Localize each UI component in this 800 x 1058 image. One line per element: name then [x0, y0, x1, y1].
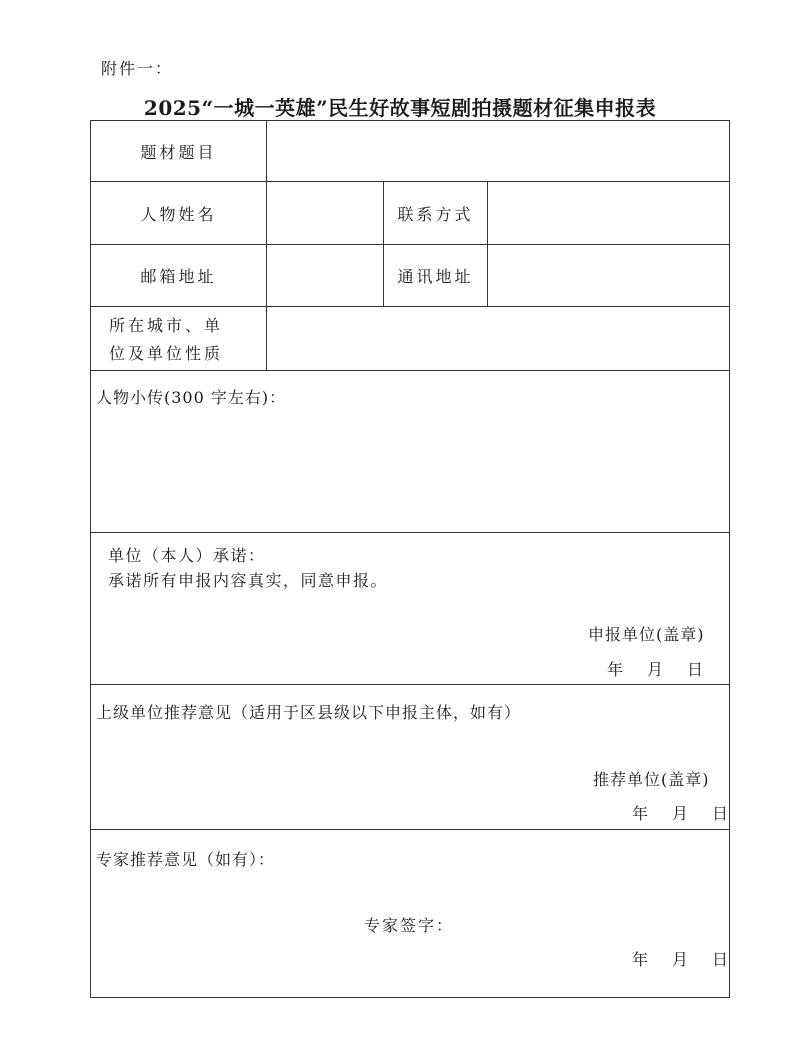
superior-date-label: 年 月 日: [632, 804, 733, 823]
contact-label: 联系方式: [397, 204, 474, 224]
superior-seal-label: 推荐单位(盖章): [593, 770, 710, 789]
row-divider: [91, 370, 729, 371]
name-label: 人物姓名: [140, 204, 217, 224]
bio-label: 人物小传(300 字左右)：: [96, 388, 287, 407]
address-label: 通讯地址: [397, 267, 474, 286]
promise-label: 单位（本人）承诺：: [108, 546, 266, 565]
topic-label: 题材题目: [140, 142, 217, 162]
unit-field[interactable]: [267, 307, 729, 370]
form-title: 2025“一城一英雄”民生好故事短剧拍摄题材征集申报表: [143, 96, 657, 120]
row-divider: [91, 532, 729, 533]
superior-label: 上级单位推荐意见（适用于区县级以下申报主体，如有）: [96, 703, 522, 722]
unit-label-line1: 所在城市、单: [109, 316, 224, 335]
email-field[interactable]: [267, 245, 383, 306]
expert-date-label: 年 月 日: [632, 950, 733, 969]
name-field[interactable]: [267, 182, 383, 244]
row-divider: [91, 684, 729, 685]
bio-field[interactable]: [92, 411, 728, 531]
expert-signature-label: 专家签字：: [364, 916, 455, 935]
row-divider: [91, 829, 729, 830]
unit-label-line2: 位及单位性质: [109, 344, 224, 363]
address-field[interactable]: [488, 245, 729, 306]
topic-field[interactable]: [267, 121, 729, 181]
email-label: 邮箱地址: [140, 267, 217, 286]
attachment-label: 附件一：: [101, 59, 174, 78]
contact-field[interactable]: [488, 182, 729, 244]
application-form-table: [90, 120, 733, 998]
expert-label: 专家推荐意见（如有）：: [96, 850, 276, 869]
promise-seal-label: 申报单位(盖章): [588, 625, 705, 644]
promise-text: 承诺所有申报内容真实，同意申报。: [108, 571, 389, 590]
unit-label: [109, 312, 264, 368]
promise-date-label: 年 月 日: [607, 660, 708, 679]
